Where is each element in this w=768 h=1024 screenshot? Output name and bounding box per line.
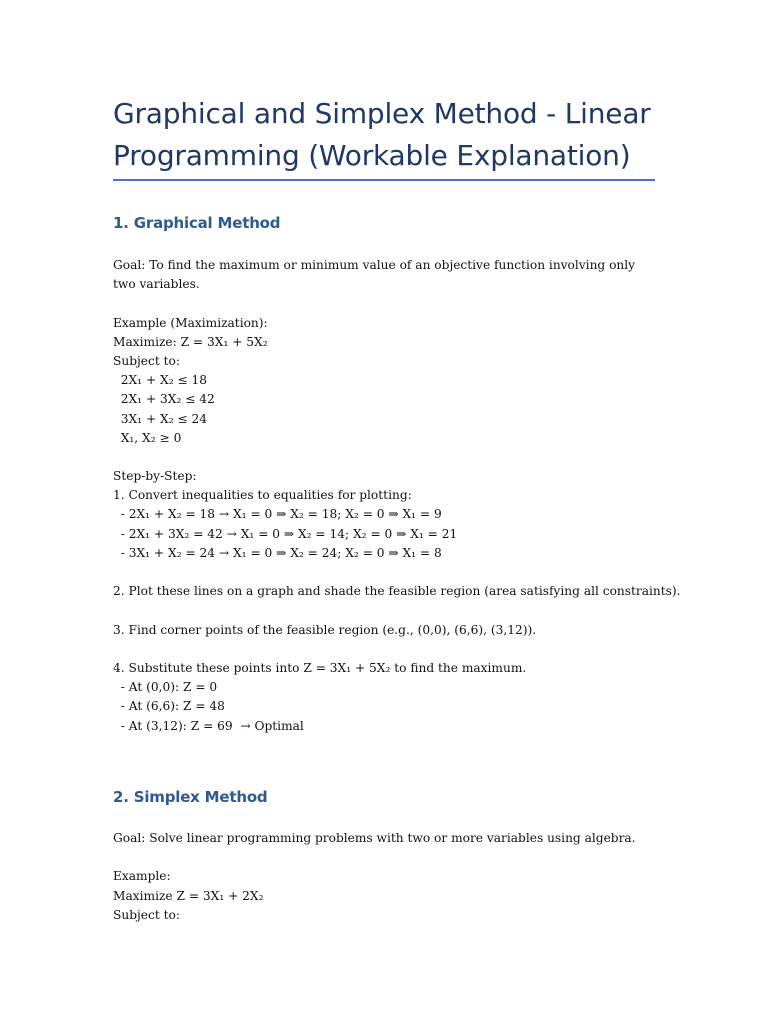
simplex-subject-to: Subject to:	[113, 907, 180, 922]
graphical-goal: Goal: To find the maximum or minimum value of an objective function involving only two variables.	[113, 258, 636, 292]
step-1-item-1: - 2X₁ + X₂ = 18 → X₁ = 0 ⇒ X₂ = 18; X₂ = 0 ⇒ X₁ = 9	[113, 507, 442, 522]
step-2: 2. Plot these lines on a graph and shade the feasible region (area satisfying all constraints).	[113, 584, 681, 599]
steps-label: Step-by-Step:	[113, 469, 197, 484]
constraint-nonnegativity: X₁, X₂ ≥ 0	[113, 430, 182, 445]
graphical-method-body	[113, 256, 681, 736]
simplex-method-body	[113, 829, 658, 925]
step-4-item-2: - At (6,6): Z = 48	[113, 699, 225, 714]
simplex-goal: Goal: Solve linear programming problems with two or more variables using algebra.	[113, 831, 636, 845]
subject-to-label: Subject to:	[113, 353, 180, 368]
step-1-item-2: - 2X₁ + 3X₂ = 42 → X₁ = 0 ⇒ X₂ = 14; X₂ = 0 ⇒ X₁ = 21	[113, 526, 458, 541]
step-1: 1. Convert inequalities to equalities for plotting:	[113, 488, 412, 503]
step-3: 3. Find corner points of the feasible region (e.g., (0,0), (6,6), (3,12)).	[113, 622, 537, 637]
constraint-1: 2X₁ + X₂ ≤ 18	[113, 373, 208, 388]
step-4-item-1: - At (0,0): Z = 0	[113, 680, 218, 695]
simplex-example-label: Example:	[113, 869, 171, 884]
section-heading-simplex: 2. Simplex Method	[113, 788, 268, 806]
document-title: Graphical and Simplex Method - Linear Programming (Workable Explanation)	[113, 97, 651, 172]
title-underline	[113, 179, 655, 181]
constraint-2: 2X₁ + 3X₂ ≤ 42	[113, 392, 215, 407]
step-1-item-3: - 3X₁ + X₂ = 24 → X₁ = 0 ⇒ X₂ = 24; X₂ = 0 ⇒ X₁ = 8	[113, 545, 442, 560]
objective-function: Maximize: Z = 3X₁ + 5X₂	[113, 334, 268, 349]
simplex-objective: Maximize Z = 3X₁ + 2X₂	[113, 888, 264, 903]
step-4-item-3: - At (3,12): Z = 69 → Optimal	[113, 718, 304, 733]
section-heading-graphical: 1. Graphical Method	[113, 214, 281, 232]
constraint-3: 3X₁ + X₂ ≤ 24	[113, 411, 208, 426]
example-label: Example (Maximization):	[113, 315, 268, 330]
step-4: 4. Substitute these points into Z = 3X₁ + 5X₂ to find the maximum.	[113, 660, 527, 675]
